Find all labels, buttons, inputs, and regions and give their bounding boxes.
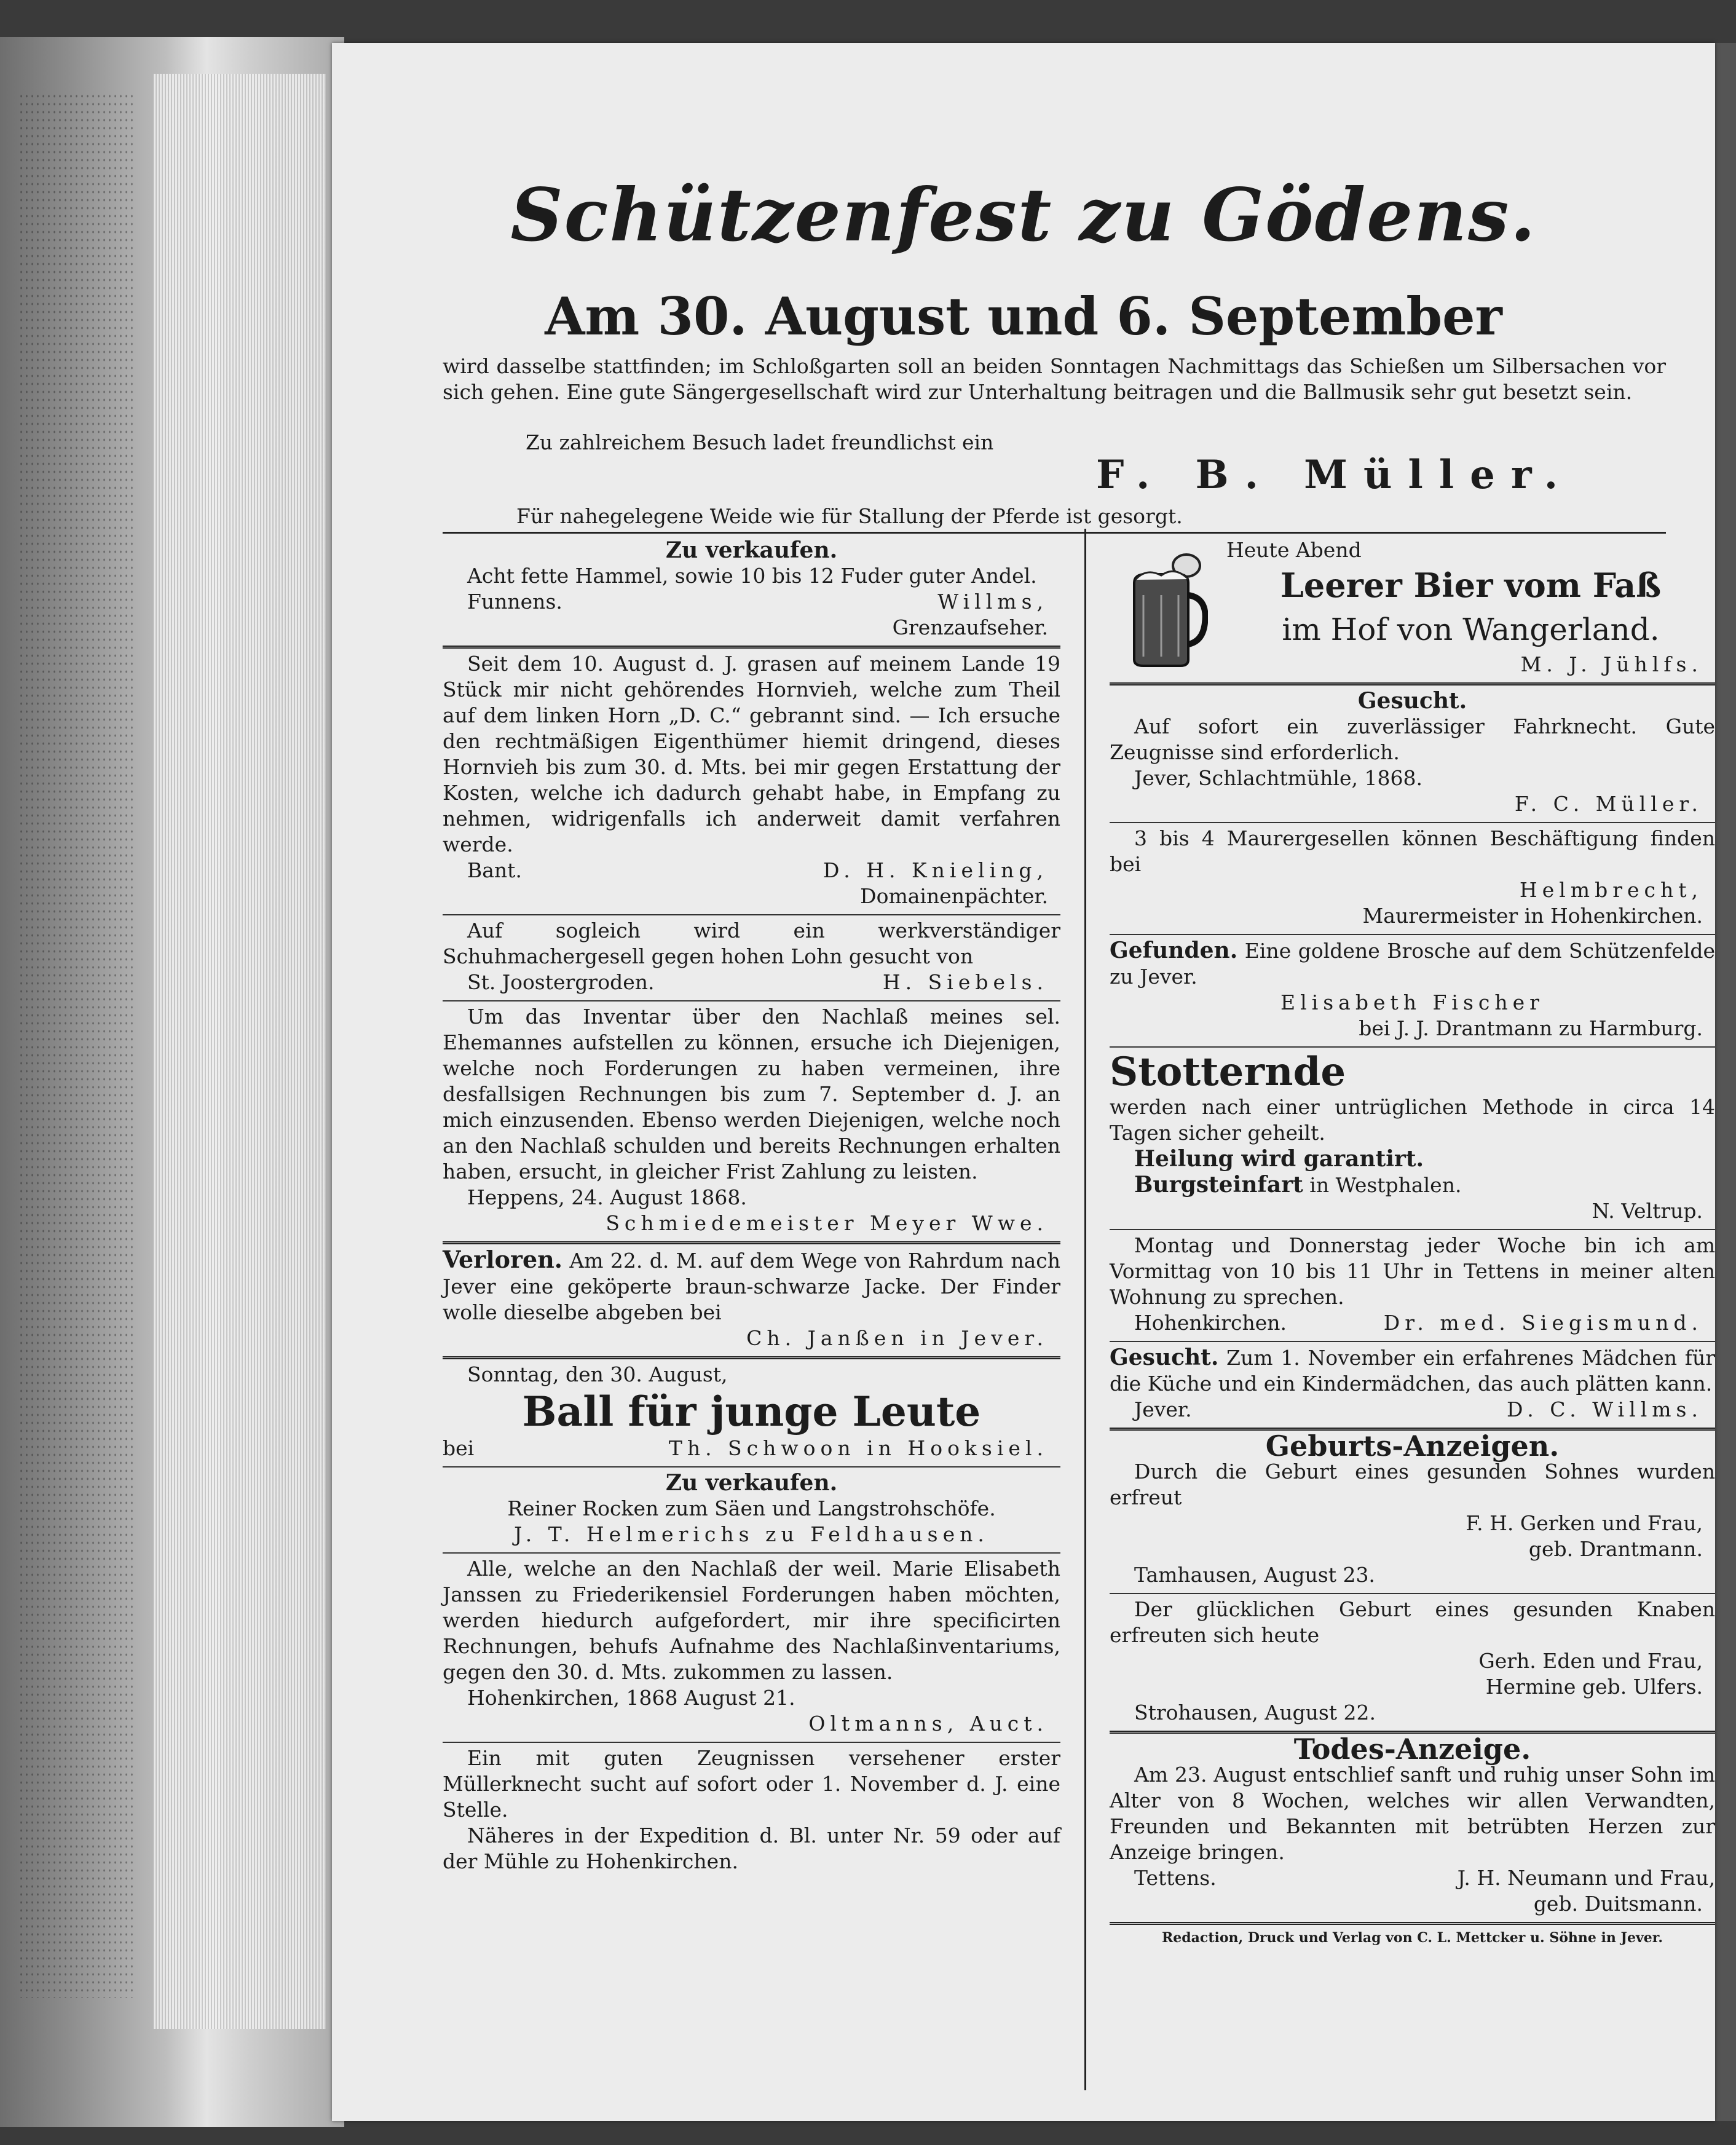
binding-shadow <box>1715 43 1736 2121</box>
ad-body: Auf sogleich wird ein werkverständiger Schuhmachergesell gegen hohen Lohn gesucht von <box>443 918 1060 968</box>
ad-guarantee: Heilung wird garantirt. <box>1134 1146 1424 1172</box>
ad-role: Domainenpächter. <box>860 884 1048 908</box>
ad-body-2: Näheres in der Expedition d. Bl. unter Nr. 59 oder auf der Mühle zu Hohenkirchen. <box>443 1823 1060 1873</box>
ad-name: Gerh. Eden und Frau, <box>1478 1649 1703 1673</box>
ad-beer <box>1110 535 1715 685</box>
ad-signature <box>443 1436 1060 1461</box>
ad-signature <box>1110 1310 1715 1336</box>
ad-location-bold: Burgsteinfart <box>1134 1172 1303 1198</box>
ad-masons <box>1110 823 1715 935</box>
left-column <box>443 535 1060 1879</box>
ad-body: Auf sofort ein zuverlässiger Fahrknecht. Gute Zeugnisse sind erforderlich. <box>1110 714 1715 764</box>
ad-date: Tamhausen, August 23. <box>1134 1563 1375 1587</box>
ad-role: Grenzaufseher. <box>892 615 1048 639</box>
ad-body-text: Eine goldene Brosche auf dem Schützenfelde zu Jever. <box>1110 939 1715 989</box>
ad-name: J. T. Helmerichs zu Feldhausen. <box>514 1522 989 1546</box>
ad-title: Gesucht. <box>1357 688 1467 714</box>
ad-body: Um das Inventar über den Nachlaß meines sel. Ehemannes aufstellen zu können, ersuche ich Diejenigen, welche noch Forderungen zu haben vermeinen, ihre desfallsigen Rechnungen bis zum 7. September d. J. an mich einzusenden. Ebenso werden Diejenigen, welche noch an den Nachlaß schulden und bereits Rechnungen erhalten haben, ersucht, in gleicher Frist Zahlung zu leisten. <box>443 1005 1060 1183</box>
ad-name: Th. Schwoon in Hooksiel. <box>668 1436 1048 1460</box>
ad-body-text: Zum 1. November ein erfahrenes Mädchen für die Küche und ein Kindermädchen, das auch plätten kann. <box>1110 1346 1715 1396</box>
ad-section-title: Geburts-Anzeigen. <box>1265 1429 1560 1463</box>
ad-date: Heppens, 24. August 1868. <box>467 1185 747 1209</box>
ad-date: Jever, Schlachtmühle, 1868. <box>1134 766 1422 790</box>
book-page-edges <box>154 74 326 2029</box>
header-signer: F. B. Müller. <box>1095 452 1574 498</box>
ad-role: Hermine geb. Ulfers. <box>1485 1675 1703 1699</box>
ad-death <box>1110 1734 1715 1925</box>
ad-signature <box>443 589 1060 615</box>
ad-signature <box>443 858 1060 883</box>
ad-body: Durch die Geburt eines gesunden Sohnes wurden erfreut <box>1110 1460 1715 1509</box>
subheadline: Am 30. August und 6. September <box>545 286 1502 347</box>
ad-name: Helmbrecht, <box>1519 878 1703 902</box>
ad-body <box>1110 938 1715 990</box>
ad-body: Alle, welche an den Nachlaß der weil. Marie Elisabeth Janssen zu Friederikensiel Forderungen haben möchten, werden hiedurch aufgefordert, mir ihre specificirten Rechnungen, behufs Aufnahme des Nachlaßinventariums, gegen den 30. d. Mts. zukommen zu lassen. <box>443 1557 1060 1684</box>
ad-location-text: in Westphalen. <box>1303 1173 1462 1197</box>
ad-name: Willms, <box>937 590 1048 614</box>
ad-by: bei <box>443 1436 475 1460</box>
ad-place: Jever. <box>1134 1397 1192 1421</box>
ad-body: Reiner Rocken zum Säen und Langstrohschöfe. <box>507 1496 996 1520</box>
speckled-book-edge <box>18 92 135 1998</box>
ad-name: F. H. Gerken und Frau, <box>1466 1511 1703 1535</box>
ad-section-title: Todes-Anzeige. <box>1293 1732 1531 1766</box>
ad-body <box>443 1247 1060 1325</box>
ad-lead: Gefunden. <box>1110 938 1238 963</box>
ad-place: Bant. <box>467 858 522 882</box>
ad-name: J. H. Neumann und Frau, <box>1457 1866 1715 1890</box>
ad-body: Seit dem 10. August d. J. grasen auf meinem Lande 19 Stück mir nicht gehörendes Hornvieh, welche zum Theil auf dem linken Horn „D. C.“ gebrannt sind. — Ich ersuche den rechtmäßigen Eigenthümer hiemit dringend, dieses Hornvieh bis zum 30. d. Mts. bei mir gegen Erstattung der Kosten, welche ich dadurch gehabt habe, in Empfang zu nehmen, widrigenfalls ich anderweit damit verfahren werde. <box>443 652 1060 856</box>
ad-date: Hohenkirchen, 1868 August 21. <box>467 1686 795 1710</box>
ad-role: Maurermeister in Hohenkirchen. <box>1362 904 1703 928</box>
ad-estate-claims <box>443 1554 1060 1743</box>
ad-cattle <box>443 649 1060 915</box>
ad-stutter <box>1110 1048 1715 1230</box>
invite-text: Zu zahlreichem Besuch ladet freundlichst ein <box>526 430 994 454</box>
ad-title: Zu verkaufen. <box>665 537 838 563</box>
ad-body: Der glücklichen Geburt eines gesunden Knaben erfreuten sich heute <box>1110 1597 1715 1647</box>
column-divider <box>1084 529 1086 2090</box>
ad-date: Strohausen, August 22. <box>1134 1701 1376 1724</box>
beer-mug-icon <box>1122 552 1208 669</box>
ad-ball-title: Ball für junge Leute <box>522 1388 981 1436</box>
ad-location <box>1110 1172 1715 1198</box>
ad-name: M. J. Jühlfs. <box>1520 652 1703 676</box>
ad-body: werden nach einer untrüglichen Methode in circa 14 Tagen sicher geheilt. <box>1110 1095 1715 1145</box>
ad-title: Zu verkaufen. <box>665 1470 838 1496</box>
ad-place: Hohenkirchen. <box>1134 1311 1287 1335</box>
ad-body: Montag und Donnerstag jeder Woche bin ich am Vormittag von 10 bis 11 Uhr in Tettens in meiner alten Wohnung zu sprechen. <box>1110 1233 1715 1309</box>
colophon: Redaction, Druck und Verlag von C. L. Mettcker u. Söhne in Jever. <box>1162 1930 1663 1946</box>
ad-signature <box>1110 1397 1715 1423</box>
ad-birth-1 <box>1110 1431 1715 1594</box>
ad-place: Funnens. <box>467 590 562 614</box>
ad-name: D. C. Willms. <box>1506 1397 1703 1421</box>
ad-place: St. Joostergroden. <box>467 970 655 994</box>
ad-date: Sonntag, den 30. August, <box>467 1362 728 1386</box>
ad-birth-2 <box>1110 1594 1715 1734</box>
ad-body: 3 bis 4 Maurergesellen können Beschäftigung finden bei <box>1110 826 1715 876</box>
ad-name: Dr. med. Siegismund. <box>1383 1311 1703 1335</box>
ad-name: Elisabeth Fischer <box>1280 990 1544 1014</box>
ad-miller <box>443 1743 1060 1879</box>
ad-wanted-maid <box>1110 1342 1715 1431</box>
ad-role: geb. Duitsmann. <box>1533 1892 1703 1916</box>
ad-lead: Verloren. <box>443 1246 563 1273</box>
ad-headline-2: im Hof von Wangerland. <box>1282 612 1660 647</box>
ad-sale-rye <box>443 1468 1060 1554</box>
ad-headline: Leerer Bier vom Faß <box>1280 566 1662 605</box>
ad-body-text: Am 22. d. M. auf dem Wege von Rahrdum nach Jever eine geköperte braun-schwarze Jacke. Der Finder wolle dieselbe abgeben bei <box>443 1249 1060 1324</box>
ad-ball <box>443 1359 1060 1468</box>
ad-signature <box>1110 1865 1715 1891</box>
ad-lost-jacket <box>443 1244 1060 1359</box>
headline: Schützenfest zu Gödens. <box>510 172 1537 258</box>
ad-name: H. Siebels. <box>882 970 1048 994</box>
ad-place: Tettens. <box>1134 1866 1217 1890</box>
ad-estate-inventory <box>443 1001 1060 1244</box>
header-note: Für nahegelegene Weide wie für Stallung der Pferde ist gesorgt. <box>516 504 1183 528</box>
ad-headline: Stotternde <box>1110 1049 1346 1095</box>
right-column <box>1110 535 1715 1946</box>
ad-body <box>1110 1345 1715 1397</box>
ad-lead: Gesucht. <box>1110 1345 1219 1370</box>
ad-name: F. C. Müller. <box>1514 792 1703 816</box>
ad-signature <box>443 970 1060 995</box>
ad-role: geb. Drantmann. <box>1528 1537 1703 1561</box>
beer-ad-text <box>1226 537 1715 677</box>
ad-wanted-driver <box>1110 685 1715 823</box>
ad-shoemaker <box>443 915 1060 1001</box>
ad-found-brooch <box>1110 935 1715 1048</box>
newspaper-page <box>332 43 1715 2121</box>
ad-name: Schmiedemeister Meyer Wwe. <box>606 1211 1048 1235</box>
ad-body: Acht fette Hammel, sowie 10 bis 12 Fuder guter Andel. <box>467 564 1037 588</box>
ad-name: N. Veltrup. <box>1592 1199 1703 1223</box>
ad-body: Am 23. August entschlief sanft und ruhig unser Sohn im Alter von 8 Wochen, welches wir allen Verwandten, Freunden und Bekannten mit betrübten Herzen zur Anzeige bringen. <box>1110 1763 1715 1864</box>
ad-role: bei J. J. Drantmann zu Harmburg. <box>1359 1016 1703 1040</box>
ad-body: Ein mit guten Zeugnissen versehener erster Müllerknecht sucht auf sofort oder 1. November d. J. eine Stelle. <box>443 1746 1060 1822</box>
ad-line: Heute Abend <box>1226 538 1362 562</box>
ad-name: D. H. Knieling, <box>823 858 1048 882</box>
ad-name: Oltmanns, Auct. <box>808 1712 1048 1736</box>
ad-name: Ch. Janßen in Jever. <box>746 1326 1048 1350</box>
header-rule <box>443 532 1666 534</box>
ad-sale-sheep <box>443 535 1060 649</box>
intro-text: wird dasselbe stattfinden; im Schloßgarten soll an beiden Sonntagen Nachmittags das Schießen um Silbersachen vor sich gehen. Eine gute Sängergesellschaft wird zur Unterhaltung beitragen und die Ballmusik sehr gut besetzt sein. <box>443 354 1666 404</box>
ad-doctor <box>1110 1230 1715 1342</box>
